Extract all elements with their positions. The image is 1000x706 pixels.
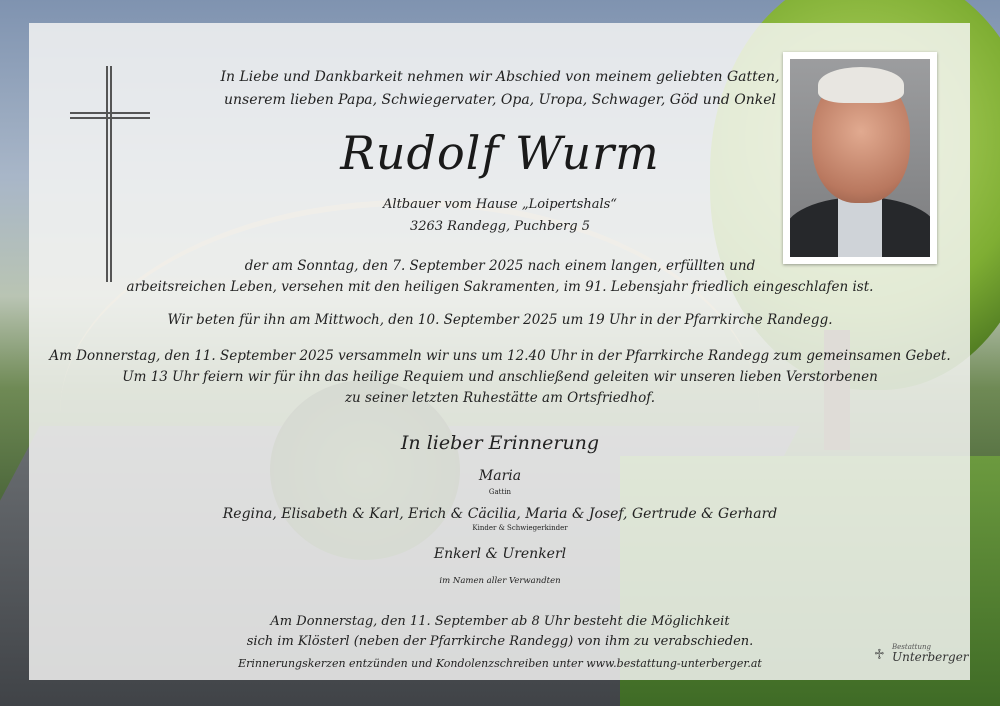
death-notice-paragraph <box>0 256 1000 298</box>
paragraph-line: Am Donnerstag, den 11. September 2025 versammeln wir uns um 12.40 Uhr in der Pfarrkirche Randegg zum gemeinsamen Gebet. <box>49 348 951 364</box>
deceased-name: Rudolf Wurm <box>340 126 660 180</box>
subtitle <box>0 194 1000 238</box>
intro-line: unserem lieben Papa, Schwiegervater, Opa, Uropa, Schwager, Göd und Onkel <box>224 92 776 108</box>
subtitle-line: 3263 Randegg, Puchberg 5 <box>409 219 591 234</box>
farewell-paragraph <box>0 612 1000 652</box>
paragraph-line: Um 13 Uhr feiern wir für ihn das heilige Requiem und anschließend geleiten wir unseren lieben Verstorbenen <box>122 369 878 385</box>
candle-crest-icon: ♱ <box>874 647 885 663</box>
family-role: Gattin <box>488 488 512 496</box>
family-role: im Namen aller Verwandten <box>439 576 561 586</box>
paragraph-line: der am Sonntag, den 7. September 2025 nach einem langen, erfüllten und <box>244 258 756 274</box>
paragraph-line: arbeitsreichen Leben, versehen mit den heiligen Sakramenten, im 91. Lebensjahr friedlich eingeschlafen ist. <box>126 279 874 295</box>
prayer-paragraph: Wir beten für ihn am Mittwoch, den 10. September 2025 um 19 Uhr in der Pfarrkirche Randegg. <box>167 312 833 328</box>
family-names: Enkerl & Urenkerl <box>433 546 567 562</box>
paragraph-line: sich im Klösterl (neben der Pfarrkirche Randegg) von ihm zu verabschieden. <box>246 634 754 649</box>
family-names: Regina, Elisabeth & Karl, Erich & Cäcilia, Maria & Josef, Gertrude & Gerhard <box>222 506 778 522</box>
subtitle-line: Altbauer vom Hause „Loipertshals“ <box>383 197 617 212</box>
paragraph-line: Am Donnerstag, den 11. September ab 8 Uhr besteht die Möglichkeit <box>270 614 730 629</box>
logo-big-text: Unterberger <box>892 650 969 664</box>
logo-small-text: Bestattung <box>892 643 931 651</box>
condolence-link-text: Erinnerungskerzen entzünden und Kondolenzschreiben unter www.bestattung-unterberger.at <box>238 657 762 670</box>
family-role: Kinder & Schwiegerkinder <box>472 524 568 532</box>
funeral-home-logo <box>874 642 969 668</box>
funeral-paragraph <box>0 346 1000 409</box>
intro-text <box>0 66 1000 112</box>
paragraph-line: zu seiner letzten Ruhestätte am Ortsfriedhof. <box>344 390 656 406</box>
family-names: Maria <box>478 468 522 484</box>
memory-heading: In lieber Erinnerung <box>400 432 600 454</box>
intro-line: In Liebe und Dankbarkeit nehmen wir Abschied von meinem geliebten Gatten, <box>220 69 780 85</box>
